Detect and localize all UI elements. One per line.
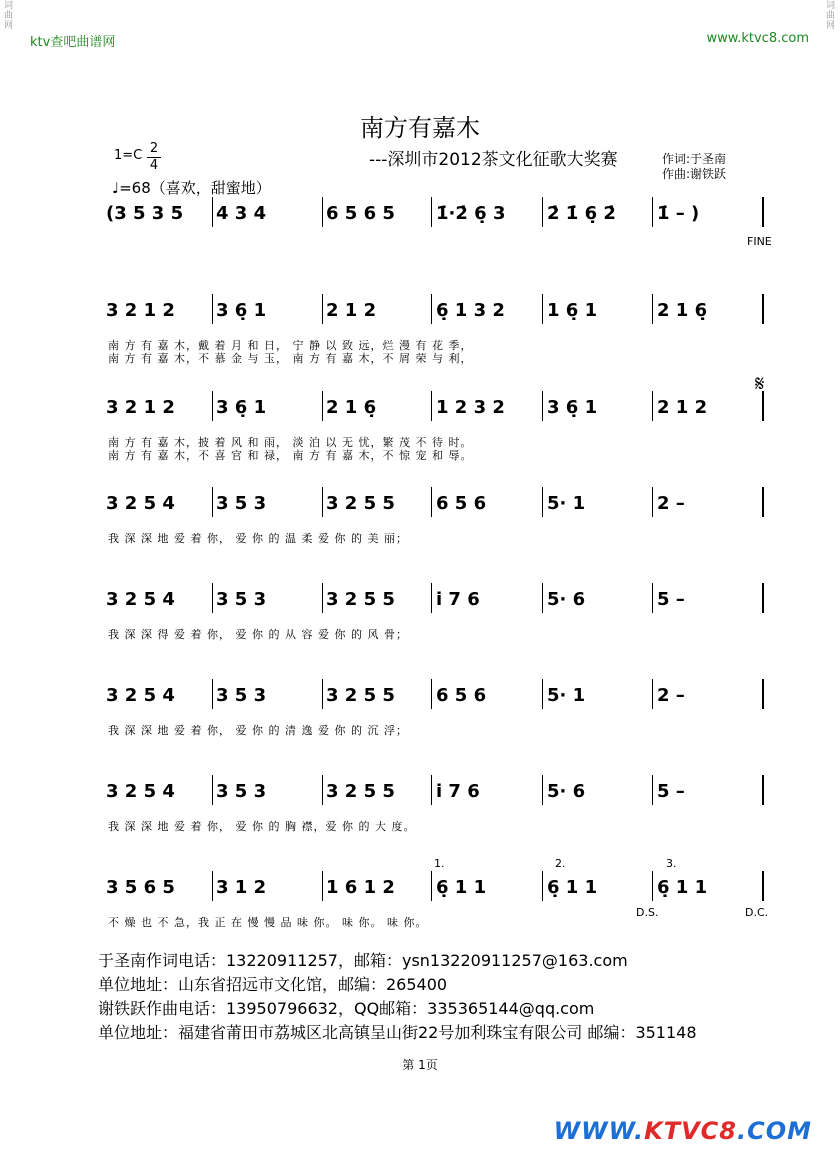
barline xyxy=(431,391,432,421)
barline xyxy=(322,871,323,901)
barline xyxy=(652,294,653,324)
measure: 3 5 6 5 xyxy=(106,877,175,898)
info-line-3: 谢铁跃作曲电话：13950796632，QQ邮箱：335365144@qq.com xyxy=(98,999,595,1018)
measure: 1 6̣ 1 xyxy=(547,300,598,321)
info-line-4: 单位地址：福建省莆田市荔城区北高镇呈山街22号加利珠宝有限公司 邮编：351148 xyxy=(98,1023,697,1042)
barline xyxy=(652,775,653,805)
measure: i 7 6 xyxy=(436,589,480,610)
barline xyxy=(431,775,432,805)
barline xyxy=(762,679,764,709)
measure: 3 2 5 4 xyxy=(106,493,175,514)
ds-mark: D.S. xyxy=(636,906,659,919)
barline xyxy=(542,583,543,613)
measure: 2 1 6̣ xyxy=(657,300,708,321)
barline xyxy=(542,679,543,709)
measure: 2̇ 1̇ 6̣ 2̇ xyxy=(547,203,616,224)
lyric-line: 不 燥 也 不 急，我 正 在 慢 慢 品 味 你。 味 你。 味 你。 xyxy=(108,916,428,929)
barline xyxy=(652,487,653,517)
tempo-text: =68（喜欢，甜蜜地） xyxy=(119,179,271,197)
barline xyxy=(212,679,213,709)
barline xyxy=(542,775,543,805)
measure: 5 – xyxy=(657,589,685,610)
barline xyxy=(431,197,432,227)
barline xyxy=(212,775,213,805)
measure: 3 2 5 4 xyxy=(106,685,175,706)
measure: 3 6̣ 1 xyxy=(547,397,598,418)
barline xyxy=(542,391,543,421)
quarter-note-icon: ♩ xyxy=(112,179,120,197)
barline xyxy=(322,583,323,613)
measure: 2 1 2 xyxy=(326,300,377,321)
measure: 1 2 3 2 xyxy=(436,397,505,418)
measure: 3 2 5 4 xyxy=(106,589,175,610)
barline xyxy=(652,583,653,613)
barline xyxy=(322,679,323,709)
barline xyxy=(542,487,543,517)
site-url-right: www.ktvc8.com xyxy=(706,31,809,46)
measure: 5· 1 xyxy=(547,493,586,514)
measure: 5 – xyxy=(657,781,685,802)
barline xyxy=(431,583,432,613)
barline xyxy=(322,294,323,324)
measure: 1̇·2̇ 6̣ 3 xyxy=(436,203,506,224)
side-watermark-right: 词曲网 xyxy=(824,0,834,30)
page-number: 第 1页 xyxy=(402,1058,438,1072)
barline xyxy=(322,391,323,421)
measure: 2 1 2 xyxy=(657,397,708,418)
lyricist-credit: 作词:于圣南 xyxy=(662,152,727,166)
lyric-line: 南 方 有 嘉 木，戴 着 月 和 日， 宁 静 以 致 远，烂 漫 有 花 季， xyxy=(108,339,473,352)
measure: 3 5 3 xyxy=(216,589,267,610)
measure: (3 5 3 5 xyxy=(106,203,184,224)
dc-mark: D.C. xyxy=(745,906,769,919)
measure: 2 – xyxy=(657,493,685,514)
time-bottom: 4 xyxy=(147,157,161,174)
info-line-2: 单位地址：山东省招远市文化馆，邮编：265400 xyxy=(98,975,448,994)
song-title: 南方有嘉木 xyxy=(360,114,480,142)
measure: 5· 6 xyxy=(547,781,586,802)
barline xyxy=(212,294,213,324)
barline xyxy=(762,487,764,517)
barline xyxy=(762,197,764,227)
measure: 3 6̣ 1 xyxy=(216,397,267,418)
volta-2: 2. xyxy=(555,857,566,870)
barline xyxy=(212,583,213,613)
barline xyxy=(762,775,764,805)
measure: 4 3 4 xyxy=(216,203,267,224)
barline xyxy=(652,197,653,227)
measure: 3 2 5 4 xyxy=(106,781,175,802)
barline xyxy=(762,871,764,901)
barline xyxy=(212,391,213,421)
barline xyxy=(542,871,543,901)
key-signature: 1=C xyxy=(114,148,143,163)
composer-credit: 作曲:谢铁跃 xyxy=(662,167,727,181)
segno-icon: 𝄋 xyxy=(755,372,765,397)
measure: i 7 6 xyxy=(436,781,480,802)
measure: 6 5 6 xyxy=(436,493,487,514)
measure: 2 1 6̣ xyxy=(326,397,377,418)
fine-mark: FINE xyxy=(747,235,772,248)
measure: 3 1 2 xyxy=(216,877,267,898)
barline xyxy=(431,294,432,324)
measure: 6̣ 1 1 xyxy=(547,877,598,898)
measure: 5· 1 xyxy=(547,685,586,706)
measure: 6̣ 1 1 xyxy=(436,877,487,898)
barline xyxy=(542,197,543,227)
barline xyxy=(652,679,653,709)
measure: 3 2 1 2 xyxy=(106,300,175,321)
barline xyxy=(322,487,323,517)
measure: 3 5 3 xyxy=(216,685,267,706)
lyric-line: 南 方 有 嘉 木，不 慕 金 与 玉， 南 方 有 嘉 木，不 屑 荣 与 利， xyxy=(108,352,473,365)
measure: 3 2 5 5 xyxy=(326,781,395,802)
barline xyxy=(322,775,323,805)
measure: 3 5 3 xyxy=(216,493,267,514)
song-subtitle: ---深圳市2012茶文化征歌大奖赛 xyxy=(369,150,618,170)
measure: 3 2 1 2 xyxy=(106,397,175,418)
info-line-1: 于圣南作词电话：13220911257，邮箱：ysn13220911257@163.com xyxy=(98,951,628,970)
measure: 6̣ 1 3 2 xyxy=(436,300,505,321)
barline xyxy=(431,487,432,517)
measure: 1 6 1 2 xyxy=(326,877,395,898)
volta-3: 3. xyxy=(666,857,677,870)
measure: 6 5 6 5 xyxy=(326,203,395,224)
lyric-line: 南 方 有 嘉 木，不 喜 官 和 禄， 南 方 有 嘉 木，不 惊 宠 和 辱。 xyxy=(108,449,473,462)
measure: 2 – xyxy=(657,685,685,706)
measure: 3 2 5 5 xyxy=(326,493,395,514)
barline xyxy=(652,871,653,901)
lyric-line: 南 方 有 嘉 木，披 着 风 和 雨， 淡 泊 以 无 忧，繁 茂 不 待 时。 xyxy=(108,436,473,449)
barline xyxy=(652,391,653,421)
lyric-line: 我 深 深 地 爱 着 你， 爱 你 的 清 逸 爱 你 的 沉 浮； xyxy=(108,724,408,737)
barline xyxy=(431,679,432,709)
measure: 6 5 6 xyxy=(436,685,487,706)
time-top: 2 xyxy=(149,141,159,156)
lyric-line: 我 深 深 地 爱 着 你， 爱 你 的 胸 襟，爱 你 的 大 度。 xyxy=(108,820,416,833)
barline xyxy=(212,197,213,227)
bottom-watermark-logo: WWW.KTVC8.COM xyxy=(553,1117,812,1145)
measure: 6̣ 1 1 xyxy=(657,877,708,898)
measure: 5· 6 xyxy=(547,589,586,610)
volta-1: 1. xyxy=(434,857,445,870)
side-watermark-left: 词曲网 xyxy=(2,0,12,30)
barline xyxy=(212,487,213,517)
barline xyxy=(212,871,213,901)
measure: 3 2 5 5 xyxy=(326,685,395,706)
measure: 3 2 5 5 xyxy=(326,589,395,610)
lyric-line: 我 深 深 得 爱 着 你， 爱 你 的 从 容 爱 你 的 风 骨； xyxy=(108,628,408,641)
barline xyxy=(431,871,432,901)
barline xyxy=(542,294,543,324)
barline xyxy=(762,294,764,324)
measure: 3 6̣ 1 xyxy=(216,300,267,321)
measure: 1̇ – ) xyxy=(657,203,700,224)
barline xyxy=(322,197,323,227)
site-name-left: ktv查吧曲谱网 xyxy=(30,35,116,50)
measure: 3 5 3 xyxy=(216,781,267,802)
lyric-line: 我 深 深 地 爱 着 你， 爱 你 的 温 柔 爱 你 的 美 丽； xyxy=(108,532,408,545)
barline xyxy=(762,583,764,613)
